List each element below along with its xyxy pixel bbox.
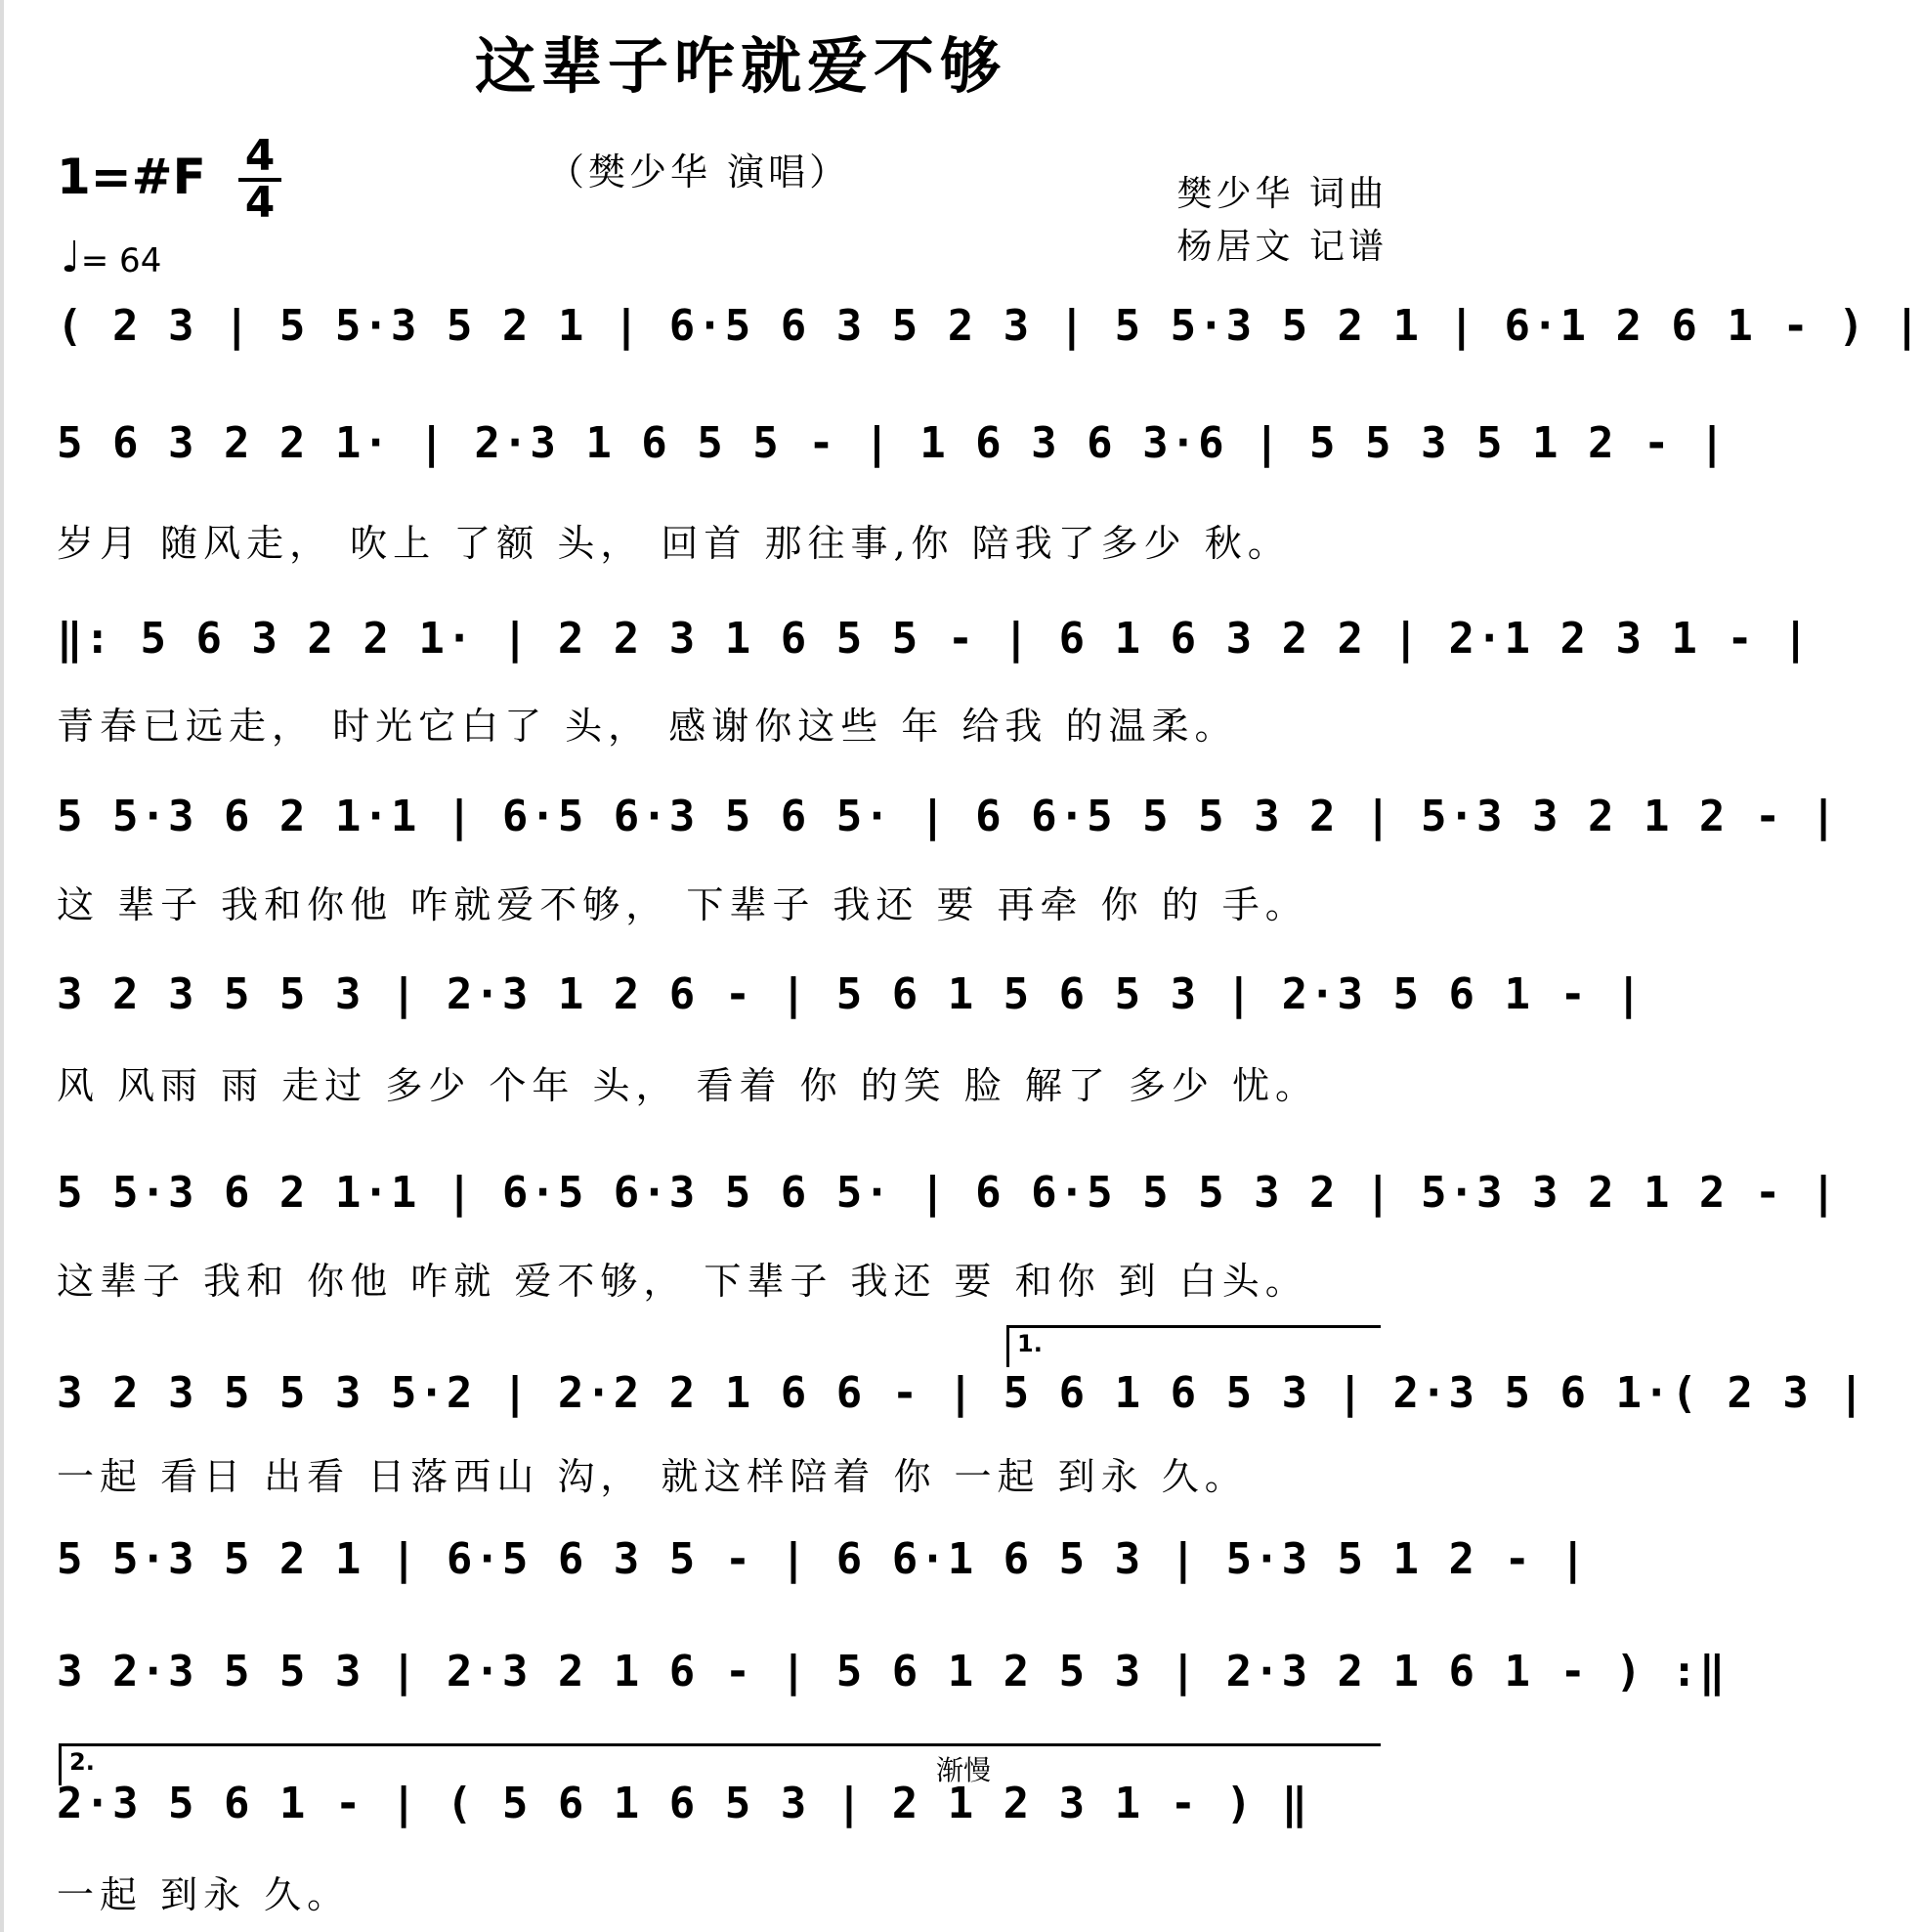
- lyrics-line-5: 风 风雨 雨 走过 多少 个年 头， 看着 你 的笑 脸 解了 多少 忧。: [57, 1064, 1319, 1107]
- ritardando-marking: 渐慢: [936, 1754, 992, 1786]
- notation-line-9: 3 2·3 5 5 3 | 2·3 2 1 6 - | 5 6 1 2 5 3 | 2·3 2 1 6 1 - ) :‖: [57, 1647, 1728, 1696]
- lyrics-line-7: 一起 看日 出看 日落西山 沟， 就这样陪着 你 一起 到永 久。: [57, 1455, 1248, 1498]
- song-title: 这辈子咋就爱不够: [474, 30, 1006, 102]
- quarter-note-icon: ♩: [61, 233, 81, 282]
- volta-label-1: 1.: [1017, 1330, 1043, 1357]
- lyrics-line-3: 青春已远走， 时光它白了 头， 感谢你这些 年 给我 的温柔。: [57, 705, 1238, 748]
- volta-label-2: 2.: [69, 1748, 95, 1776]
- composer-credit: 樊少华 词曲: [1176, 174, 1388, 214]
- key-signature: 1=#F: [57, 149, 206, 205]
- performer-credit: （樊少华 演唱）: [547, 150, 851, 193]
- notation-line-6: 5 5·3 6 2 1·1 | 6·5 6·3 5 6 5· | 6 6·5 5 5 3 2 | 5·3 3 2 1 2 - |: [57, 1168, 1839, 1218]
- notation-line-5: 3 2 3 5 5 3 | 2·3 1 2 6 - | 5 6 1 5 6 5 3 | 2·3 5 6 1 - |: [57, 969, 1644, 1019]
- volta-bracket-1: [1006, 1325, 1381, 1367]
- notation-line-8: 5 5·3 5 2 1 | 6·5 6 3 5 - | 6 6·1 6 5 3 | 5·3 5 1 2 - |: [57, 1534, 1588, 1584]
- lyrics-line-6: 这辈子 我和 你他 咋就 爱不够， 下辈子 我还 要 和你 到 白头。: [57, 1260, 1308, 1303]
- notation-line-4: 5 5·3 6 2 1·1 | 6·5 6·3 5 6 5· | 6 6·5 5 5 3 2 | 5·3 3 2 1 2 - |: [57, 792, 1839, 841]
- lyrics-line-2: 岁月 随风走， 吹上 了额 头， 回首 那往事,你 陪我了多少 秋。: [57, 522, 1291, 565]
- page-edge: [0, 0, 4, 1932]
- tempo-marking: [61, 233, 161, 282]
- notation-line-10: 2·3 5 6 1 - | ( 5 6 1 6 5 3 | 2 1 2 3 1 - ) ‖: [57, 1779, 1310, 1828]
- lyrics-line-4: 这 辈子 我和你他 咋就爱不够， 下辈子 我还 要 再牵 你 的 手。: [57, 883, 1308, 926]
- time-sig-bottom: 4: [244, 178, 276, 228]
- notation-line-7: 3 2 3 5 5 3 5·2 | 2·2 2 1 6 6 - | 5 6 1 6 5 3 | 2·3 5 6 1·( 2 3 |: [57, 1368, 1866, 1418]
- notation-line-2: 5 6 3 2 2 1· | 2·3 1 6 5 5 - | 1 6 3 6 3·6 | 5 5 3 5 1 2 - |: [57, 418, 1728, 468]
- time-signature: [238, 131, 281, 228]
- transcriber-credit: 杨居文 记谱: [1176, 227, 1388, 267]
- notation-line-3: ‖: 5 6 3 2 2 1· | 2 2 3 1 6 5 5 - | 6 1 6 3 2 2 | 2·1 2 3 1 - |: [57, 614, 1811, 664]
- tempo-value: = 64: [80, 241, 162, 280]
- time-sig-top: 4: [244, 131, 276, 181]
- notation-line-1: ( 2 3 | 5 5·3 5 2 1 | 6·5 6 3 5 2 3 | 5 5·3 5 2 1 | 6·1 2 6 1 - ) |: [57, 301, 1922, 351]
- volta-bracket-2: [59, 1743, 1381, 1785]
- lyrics-line-10: 一起 到永 久。: [57, 1873, 351, 1916]
